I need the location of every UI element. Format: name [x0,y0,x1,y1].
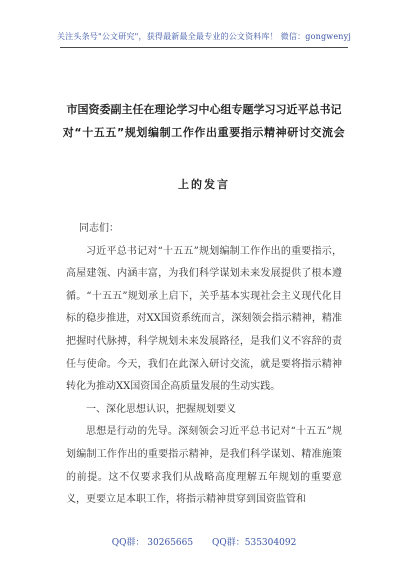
title-line-1: 市国资委副主任在理论学习中心组专题学习习近平总书记 [66,103,342,116]
footer-qq-group-2: QQ群：535304092 [212,538,297,548]
section-heading-1: 一、深化思想认识，把握规划要义 [86,403,236,415]
paragraph-2: 思想是行动的先导。深刻领会习近平总书记对“十五五”规划编制工作作出的重要指示精神，是我们科学谋划、精准施策的前提。这不仅要求我们从战略高度理解五年规划的重要意义，更要立足本职工作，将指示精神贯穿到国资监管和 [66,426,342,506]
footer [0,535,408,548]
document-body [66,218,342,512]
footer-qq-group-1: QQ群： 30265665 [111,538,194,548]
title-line-3: 上的发言 [178,178,230,191]
paragraph-1: 习近平总书记对“十五五”规划编制工作作出的重要指示，高屋建瓴、内涵丰富，为我们科学谋划未来发展提供了根本遵循。“十五五”规划承上启下，关乎基本实现社会主义现代化目标的稳步推进，对XX国资系统而言，深刻领会指示精神，精准把握时代脉搏，科学规划未来发展路径，是我们义不容辞的责任与使命。今天，我们在此深入研讨交流，就是要将指示精神转化为推动XX国资国企高质量发展的生动实践。 [66,245,342,393]
header-note: 关注头条号"公文研究"，获得最新最全最专业的公文资料库！ 微信：gongwenyj [56,32,352,41]
header-divider [60,47,348,48]
title-line-2: 对“十五五”规划编制工作作出重要指示精神研讨交流会 [62,126,346,139]
greeting: 同志们： [79,223,119,234]
